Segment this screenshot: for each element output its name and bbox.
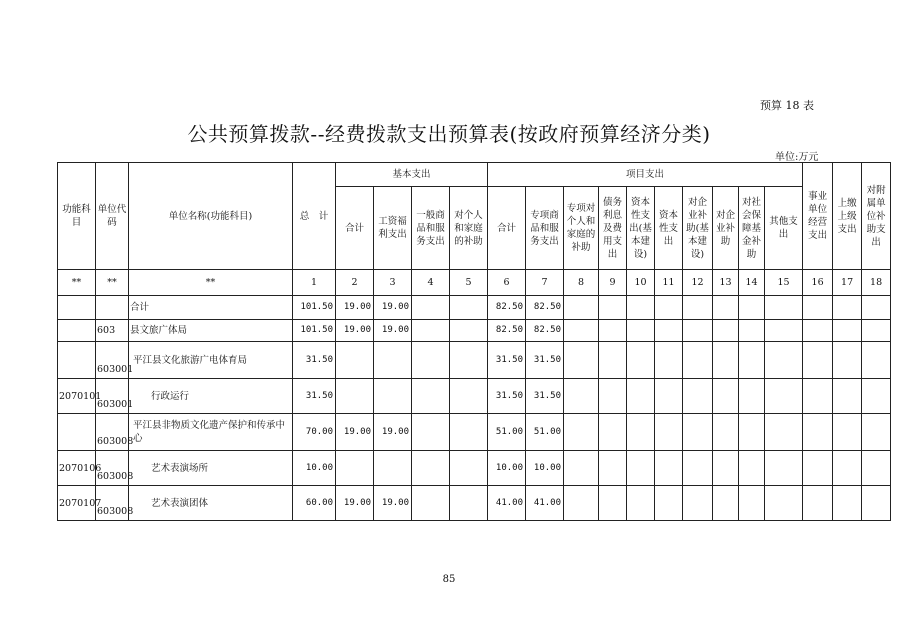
unit-code-cell: 603001 [96,342,129,379]
unit-name-cell: 艺术表演场所 [129,451,293,486]
empty-cell [412,342,450,379]
empty-cell [765,342,803,379]
project-goods-cell: 31.50 [526,379,564,414]
empty-cell [683,296,713,320]
table-row [58,414,891,451]
header-project: 项目支出 [488,163,803,187]
project-total-cell: 51.00 [488,414,526,451]
index-cell: 13 [713,270,739,296]
table-row [58,486,891,521]
empty-cell [683,414,713,451]
header-project-capital-construction: 资本性支出(基本建设) [627,187,655,270]
empty-cell [599,486,627,521]
empty-cell [713,379,739,414]
empty-cell [450,342,488,379]
index-cell: 5 [450,270,488,296]
form-number: 预算 18 表 [760,99,814,112]
basic-wage-cell: 19.00 [374,414,412,451]
empty-cell [450,320,488,342]
unit-code-cell: 603008 [96,414,129,451]
project-total-cell: 82.50 [488,320,526,342]
empty-cell [803,486,833,521]
empty-cell [833,342,862,379]
empty-cell [803,342,833,379]
empty-cell [713,342,739,379]
unit-name-cell: 艺术表演团体 [129,486,293,521]
header-project-total: 合计 [488,187,526,270]
project-total-cell: 10.00 [488,451,526,486]
total-cell: 101.50 [293,320,336,342]
project-total-cell: 31.50 [488,342,526,379]
header-unit-name: 单位名称(功能科目) [129,163,293,270]
header-affil: 对附属单位补助支出 [862,163,891,270]
table-row [58,296,891,320]
empty-cell [564,342,599,379]
empty-cell [765,486,803,521]
table-row [58,342,891,379]
empty-cell [450,451,488,486]
unit-name-cell: 平江县文化旅游广电体育局 [129,342,293,379]
empty-cell [803,414,833,451]
func-code-cell [58,414,96,451]
empty-cell [655,486,683,521]
empty-cell [739,486,765,521]
index-cell: 17 [833,270,862,296]
empty-cell [713,486,739,521]
empty-cell [412,451,450,486]
empty-cell [803,451,833,486]
header-basic: 基本支出 [336,163,488,187]
empty-cell [450,296,488,320]
total-cell: 70.00 [293,414,336,451]
basic-total-cell: 19.00 [336,414,374,451]
header-project-capital: 资本性支出 [655,187,683,270]
basic-wage-cell: 19.00 [374,486,412,521]
empty-cell [803,296,833,320]
empty-cell [833,296,862,320]
empty-cell [627,296,655,320]
index-cell: 16 [803,270,833,296]
empty-cell [564,486,599,521]
empty-cell [599,296,627,320]
empty-cell [765,451,803,486]
empty-cell [450,486,488,521]
basic-total-cell: 19.00 [336,296,374,320]
basic-total-cell: 19.00 [336,486,374,521]
index-cell: 12 [683,270,713,296]
unit-code-cell: 603 [96,320,129,342]
index-cell: ** [129,270,293,296]
index-cell: 2 [336,270,374,296]
empty-cell [862,320,891,342]
empty-cell [564,379,599,414]
empty-cell [627,379,655,414]
empty-cell [765,414,803,451]
func-code-cell: 2070106 [58,451,96,486]
header-project-debt: 债务利息及费用支出 [599,187,627,270]
total-cell: 31.50 [293,342,336,379]
empty-cell [803,320,833,342]
empty-cell [655,296,683,320]
empty-cell [739,379,765,414]
empty-cell [833,451,862,486]
empty-cell [739,414,765,451]
empty-cell [713,451,739,486]
basic-wage-cell: 19.00 [374,320,412,342]
empty-cell [412,414,450,451]
basic-wage-cell [374,342,412,379]
table-row [58,379,891,414]
index-cell: 6 [488,270,526,296]
index-cell: 14 [739,270,765,296]
empty-cell [862,451,891,486]
header-row-1 [58,163,891,187]
empty-cell [862,379,891,414]
empty-cell [683,451,713,486]
empty-cell [862,414,891,451]
header-basic-goods: 一般商品和服务支出 [412,187,450,270]
index-cell: ** [96,270,129,296]
index-cell: 3 [374,270,412,296]
budget-table [57,162,891,521]
index-cell: 9 [599,270,627,296]
empty-cell [412,486,450,521]
empty-cell [862,486,891,521]
index-cell: 10 [627,270,655,296]
table-row [58,320,891,342]
empty-cell [862,342,891,379]
total-cell: 60.00 [293,486,336,521]
index-cell: 8 [564,270,599,296]
header-project-enterprise: 对企业补助 [713,187,739,270]
func-code-cell [58,296,96,320]
index-cell: 11 [655,270,683,296]
header-unit-code: 单位代码 [96,163,129,270]
empty-cell [412,296,450,320]
project-goods-cell: 82.50 [526,320,564,342]
page-title: 公共预算拨款--经费拨款支出预算表(按政府预算经济分类) [187,122,711,146]
empty-cell [683,379,713,414]
unit-name-cell: 平江县非物质文化遗产保护和传承中心 [129,414,293,451]
header-upper: 上缴上级支出 [833,163,862,270]
empty-cell [713,320,739,342]
empty-cell [739,451,765,486]
index-cell: 15 [765,270,803,296]
func-code-cell: 2070101 [58,379,96,414]
unit-code-cell: 603008 [96,486,129,521]
index-row [58,270,891,296]
empty-cell [739,320,765,342]
empty-cell [599,451,627,486]
func-code-cell [58,342,96,379]
empty-cell [564,320,599,342]
header-basic-wage: 工资福利支出 [374,187,412,270]
header-total: 总 计 [293,163,336,270]
unit-name-cell: 行政运行 [129,379,293,414]
basic-wage-cell [374,379,412,414]
header-basic-total: 合计 [336,187,374,270]
project-total-cell: 82.50 [488,296,526,320]
header-func-code: 功能科目 [58,163,96,270]
empty-cell [833,486,862,521]
basic-wage-cell [374,451,412,486]
empty-cell [599,379,627,414]
empty-cell [450,379,488,414]
empty-cell [862,296,891,320]
empty-cell [564,296,599,320]
unit-code-cell [96,296,129,320]
project-goods-cell: 82.50 [526,296,564,320]
index-cell: ** [58,270,96,296]
unit-code-cell: 603001 [96,379,129,414]
header-biz-op: 事业单位经营支出 [803,163,833,270]
empty-cell [739,342,765,379]
index-cell: 18 [862,270,891,296]
header-project-enterprise-construction: 对企业补助(基本建设) [683,187,713,270]
empty-cell [683,486,713,521]
empty-cell [655,320,683,342]
page-number: 85 [442,574,456,585]
unit-name-cell: 合计 [129,296,293,320]
empty-cell [765,296,803,320]
index-cell: 4 [412,270,450,296]
empty-cell [627,486,655,521]
empty-cell [739,296,765,320]
func-code-cell [58,320,96,342]
empty-cell [713,296,739,320]
empty-cell [655,379,683,414]
empty-cell [599,342,627,379]
basic-total-cell: 19.00 [336,320,374,342]
total-cell: 31.50 [293,379,336,414]
basic-total-cell [336,451,374,486]
empty-cell [833,414,862,451]
empty-cell [765,379,803,414]
basic-total-cell [336,342,374,379]
unit-label: 单位:万元 [775,152,819,163]
index-cell: 7 [526,270,564,296]
table-row [58,451,891,486]
basic-total-cell [336,379,374,414]
empty-cell [713,414,739,451]
header-basic-personal: 对个人和家庭的补助 [450,187,488,270]
empty-cell [564,451,599,486]
empty-cell [833,379,862,414]
empty-cell [655,342,683,379]
header-project-social-security: 对社会保障基金补助 [739,187,765,270]
empty-cell [450,414,488,451]
unit-code-cell: 603008 [96,451,129,486]
empty-cell [599,320,627,342]
func-code-cell: 2070107 [58,486,96,521]
project-goods-cell: 10.00 [526,451,564,486]
unit-name-cell: 县文旅广体局 [129,320,293,342]
empty-cell [833,320,862,342]
project-goods-cell: 31.50 [526,342,564,379]
header-project-goods: 专项商品和服务支出 [526,187,564,270]
project-total-cell: 41.00 [488,486,526,521]
empty-cell [655,451,683,486]
empty-cell [683,342,713,379]
empty-cell [683,320,713,342]
project-goods-cell: 41.00 [526,486,564,521]
empty-cell [627,451,655,486]
index-cell: 1 [293,270,336,296]
total-cell: 10.00 [293,451,336,486]
empty-cell [803,379,833,414]
header-project-personal: 专项对个人和家庭的补助 [564,187,599,270]
empty-cell [412,320,450,342]
project-goods-cell: 51.00 [526,414,564,451]
total-cell: 101.50 [293,296,336,320]
basic-wage-cell: 19.00 [374,296,412,320]
header-project-other: 其他支出 [765,187,803,270]
empty-cell [765,320,803,342]
empty-cell [655,414,683,451]
project-total-cell: 31.50 [488,379,526,414]
empty-cell [627,414,655,451]
empty-cell [599,414,627,451]
empty-cell [412,379,450,414]
empty-cell [627,320,655,342]
empty-cell [627,342,655,379]
empty-cell [564,414,599,451]
